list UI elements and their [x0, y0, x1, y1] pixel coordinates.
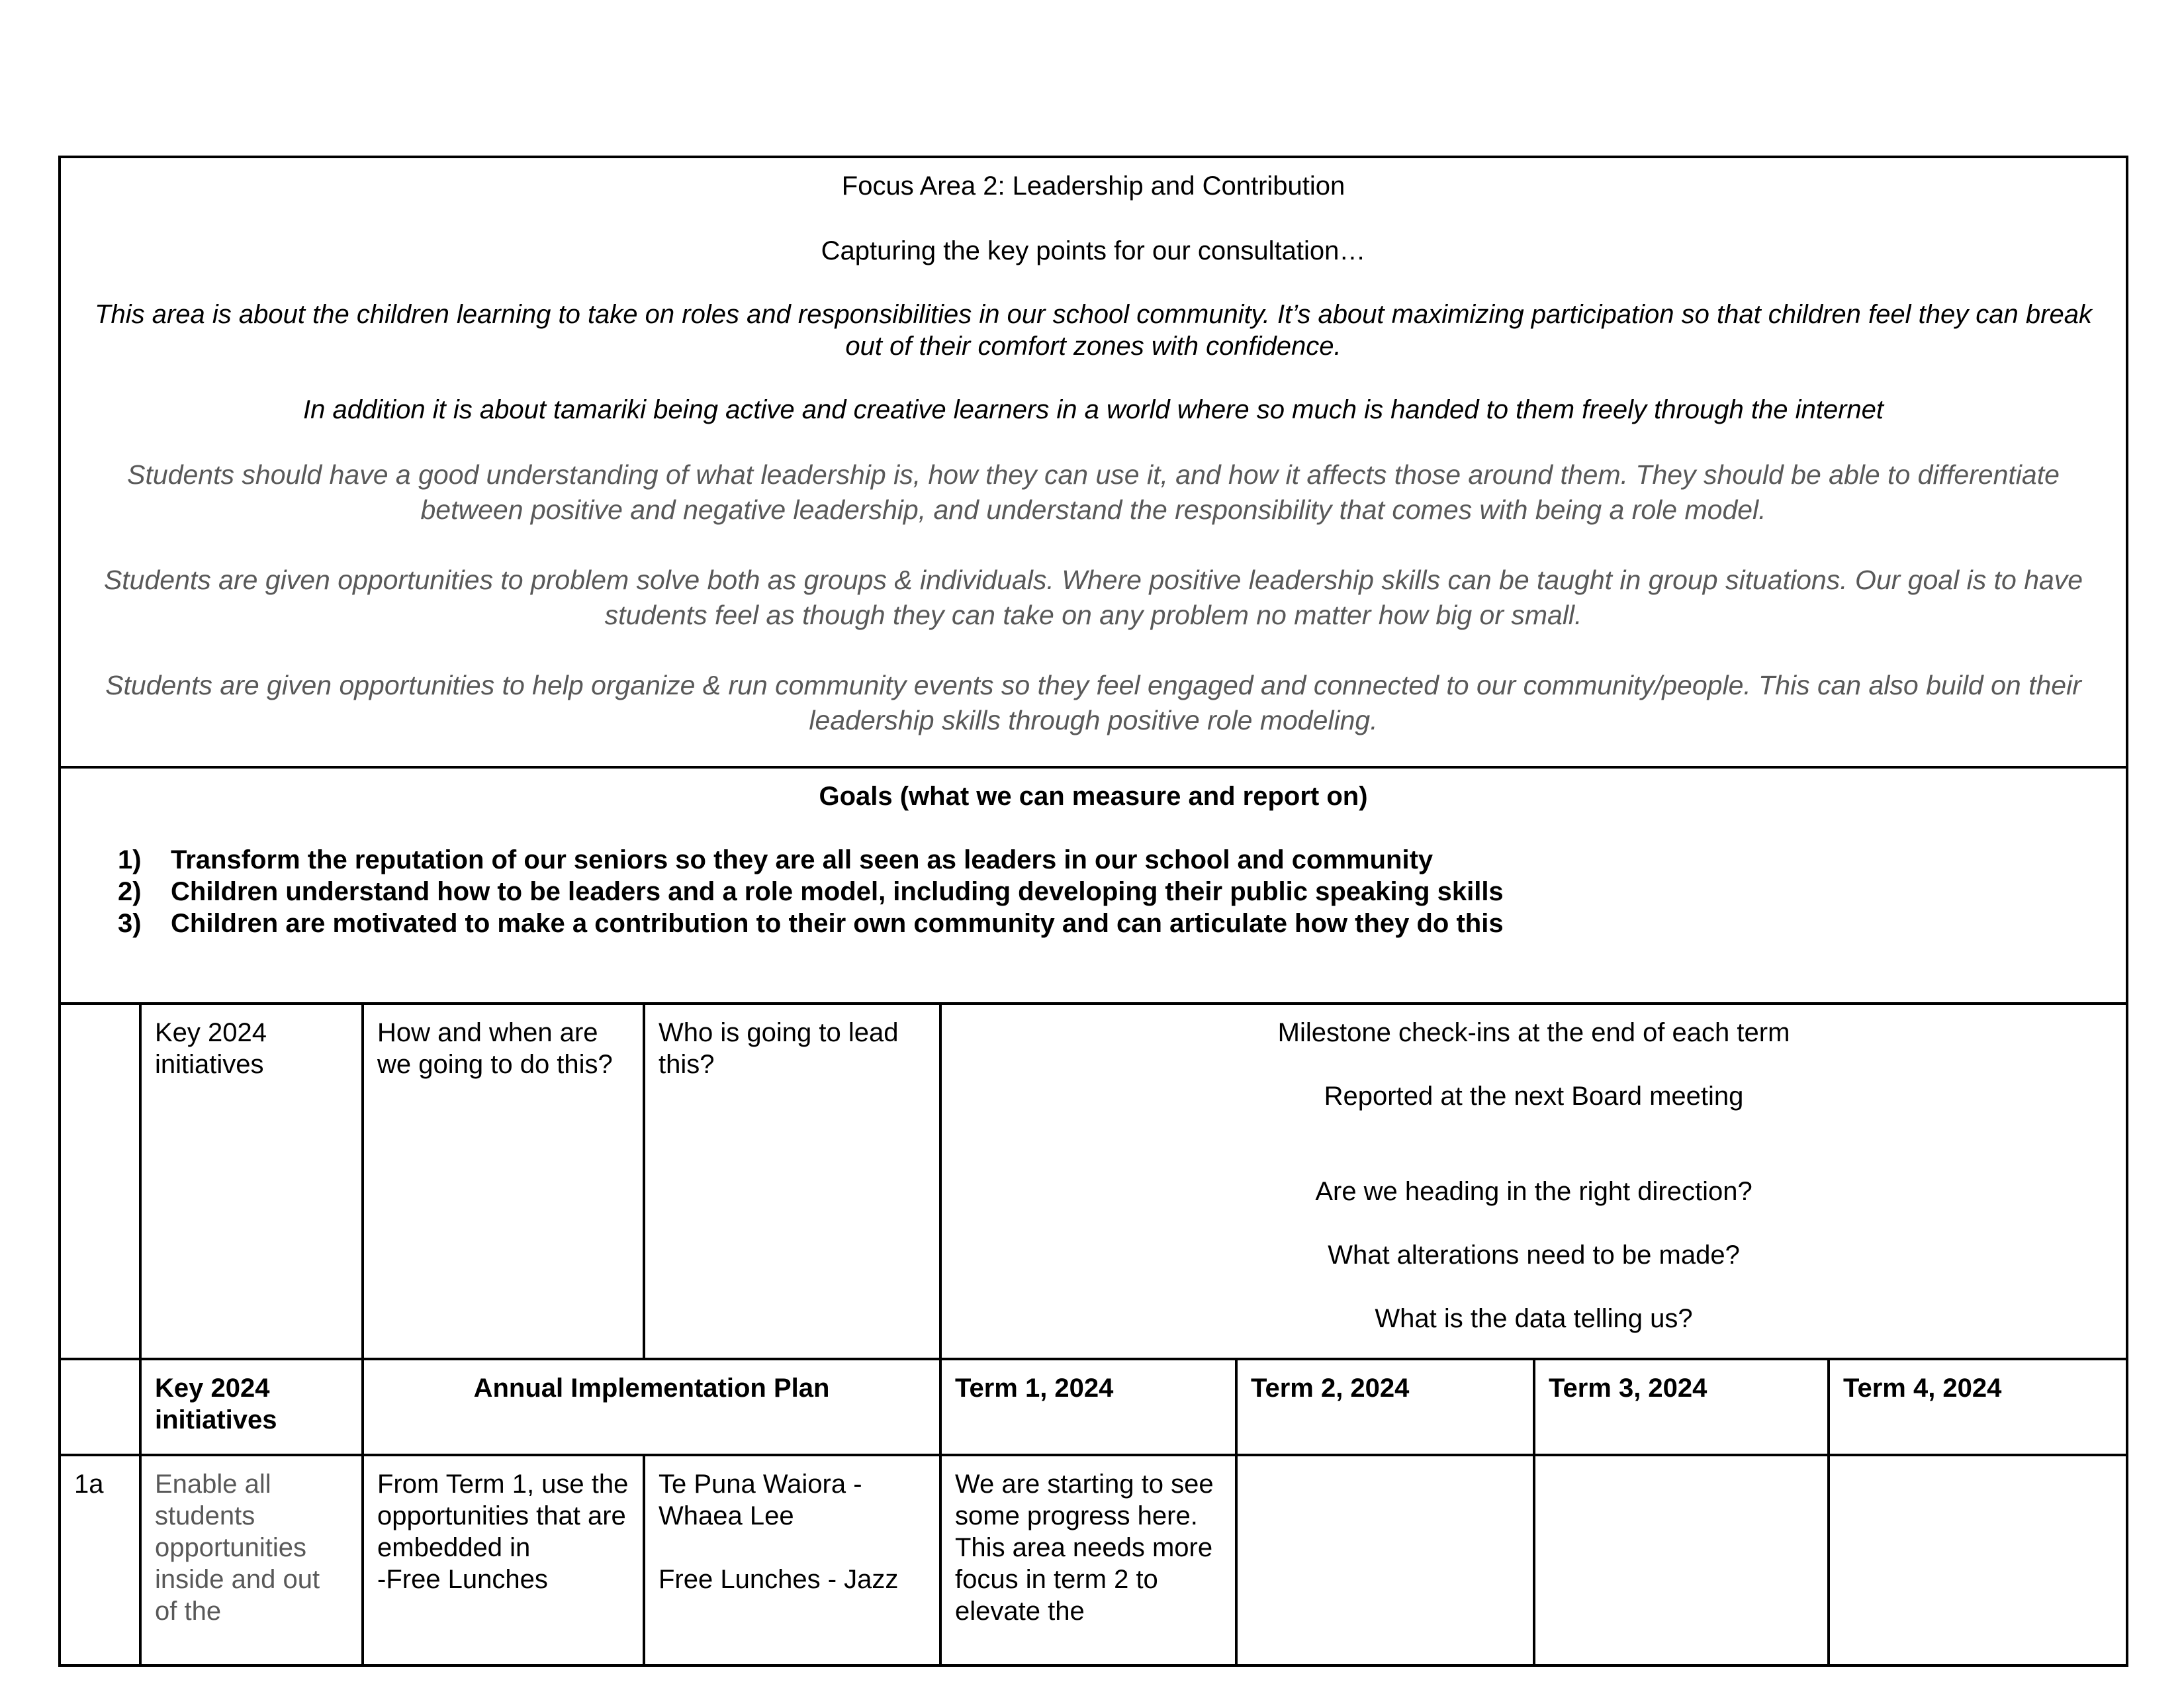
goals-list: [81, 844, 2106, 939]
focus-area-title: Focus Area 2: Leadership and Contribution: [841, 171, 1345, 201]
header-term-2: Term 2, 2024: [1236, 1359, 1534, 1455]
row-how-when: [363, 1455, 644, 1665]
goal-number: 2): [118, 877, 142, 906]
intro-paragraph-understanding: Students should have a good understanding of what leadership is, how they can use it, and how it affects those around them. They should be able to differentiate between positive and negative leadership, and understand the responsibility that comes with being a role model.: [127, 459, 2060, 525]
goal-text: Transform the reputation of our seniors so they are all seen as leaders in our school and community: [171, 845, 1433, 874]
row-term-4: [1829, 1455, 2127, 1665]
milestone-line: Are we heading in the right direction?: [1315, 1177, 1752, 1206]
intro-cell: [60, 157, 2127, 767]
row-id: 1a: [60, 1455, 140, 1665]
goal-text: Children understand how to be leaders and a role model, including developing their public speaking skills: [171, 877, 1504, 906]
milestone-who-cell: Who is going to lead this?: [644, 1004, 940, 1359]
table-row: [60, 1455, 2127, 1665]
milestone-line: Milestone check-ins at the end of each term: [1277, 1018, 1790, 1047]
goal-item: [81, 844, 2106, 876]
goal-text: Children are motivated to make a contribution to their own community and can articulate how they do this: [171, 909, 1504, 938]
intro-paragraph-community-events: Students are given opportunities to help organize & run community events so they feel engaged and connected to our community/people. This can also build on their leadership skills through positive role modeling.: [105, 670, 2081, 735]
intro-paragraph-tamariki: In addition it is about tamariki being active and creative learners in a world where so much is handed to them freely through the internet: [303, 395, 1884, 424]
milestone-row: [60, 1004, 2127, 1359]
header-term-1: Term 1, 2024: [940, 1359, 1236, 1455]
row-how-item: -Free Lunches: [377, 1565, 548, 1594]
intro-paragraph-problem-solving: Students are given opportunities to problem solve both as groups & individuals. Where positive leadership skills can be taught in group situations. Our goal is to have students feel as though they can take on any problem no matter how big or small.: [103, 565, 2083, 630]
header-initiatives: Key 2024 initiatives: [140, 1359, 363, 1455]
plan-header-row: [60, 1359, 2127, 1455]
row-term-3: [1534, 1455, 1829, 1665]
milestone-initiatives-cell: Key 2024 initiatives: [140, 1004, 363, 1359]
header-id-cell: [60, 1359, 140, 1455]
header-term-4: Term 4, 2024: [1829, 1359, 2127, 1455]
goals-cell: [60, 767, 2127, 1004]
milestone-line: What is the data telling us?: [1375, 1304, 1693, 1333]
goals-row: [60, 767, 2127, 1004]
focus-area-table: [58, 156, 2128, 1667]
goals-title: Goals (what we can measure and report on): [819, 782, 1368, 811]
row-how-text: From Term 1, use the opportunities that are embedded in: [377, 1470, 629, 1562]
milestone-how-when-cell: How and when are we going to do this?: [363, 1004, 644, 1359]
milestone-checkins-cell: [940, 1004, 2127, 1359]
header-term-3: Term 3, 2024: [1534, 1359, 1829, 1455]
goal-number: 1): [118, 845, 142, 874]
row-who-lunches: Free Lunches - Jazz: [659, 1565, 899, 1594]
header-annual-plan: Annual Implementation Plan: [363, 1359, 940, 1455]
milestone-id-cell: [60, 1004, 140, 1359]
goal-item: [81, 908, 2106, 939]
row-term-2: [1236, 1455, 1534, 1665]
row-initiative: Enable all students opportunities inside and out of the: [140, 1455, 363, 1665]
goal-number: 3): [118, 909, 142, 938]
row-who-lead: Te Puna Waiora - Whaea Lee: [659, 1470, 862, 1530]
row-term-1: We are starting to see some progress here. This area needs more focus in term 2 to elevate the: [940, 1455, 1236, 1665]
row-who: [644, 1455, 940, 1665]
goal-item: [81, 876, 2106, 908]
consultation-subtitle: Capturing the key points for our consultation…: [821, 236, 1366, 265]
intro-paragraph-roles: This area is about the children learning to take on roles and responsibilities in our school community. It’s about maximizing participation so that children feel they can break out of their comfort zones with confidence.: [95, 300, 2092, 361]
milestone-line: What alterations need to be made?: [1328, 1241, 1740, 1270]
intro-row: [60, 157, 2127, 767]
milestone-line: Reported at the next Board meeting: [1324, 1082, 1744, 1111]
